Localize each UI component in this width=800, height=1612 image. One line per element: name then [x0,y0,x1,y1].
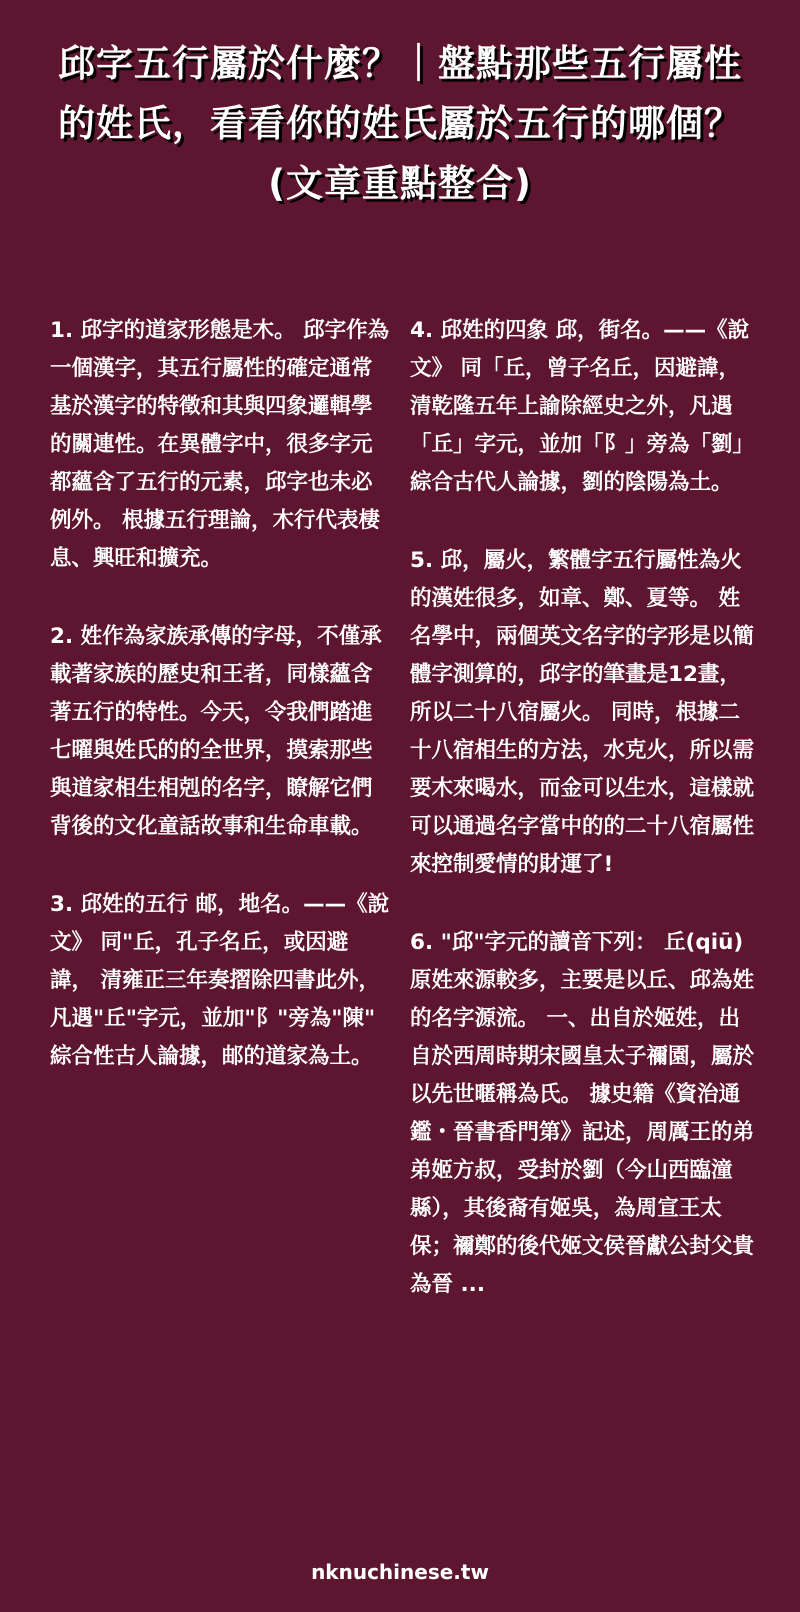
right-column [410,312,754,1344]
page-title: 邱字五行屬於什麼？｜盤點那些五行屬性的姓氏，看看你的姓氏屬於五行的哪個？ (文章重點整合) [58,42,742,205]
paragraph-3: 3. 邱姓的五行 邮，地名。——《說文》 同"丘，孔子名丘，或因避諱， 清雍正三年奏摺除四書此外，凡遇"丘"字元，並加"阝"旁為"陳" 綜合性古人論據，邮的道家為土。 [50,892,390,1069]
left-column [50,312,390,1116]
paragraph-1: 1. 邱字的道家形態是木。 邱字作為一個漢字，其五行屬性的確定通常基於漢字的特徵和其與四象邏輯學的關連性。在異體字中，很多字元都蘊含了五行的元素，邱字也未必例外。 根據五行理論，木行代表棲息、興旺和擴充。 [50,318,390,571]
paragraph-6: 6. "邱"字元的讀音下列： 丘(qiū)原姓來源較多，主要是以丘、邱為姓的名字源流。 一、出自於姬姓，出自於西周時期宋國皇太子禰園，屬於以先世暱稱為氏。 據史籍《資治通鑑・晉書香門第》記述，周厲王的弟弟姬方叔，受封於劉（今山西臨潼縣），其後裔有姬吳，為周宣王太保；禰鄭的後代姬文侯晉獻公封父貴為晉 ... [410,930,755,1297]
paragraph-2: 2. 姓作為家族承傳的字母，不僅承載著家族的歷史和王者，同樣蘊含著五行的特性。今天，令我們踏進七曜與姓氏的的全世界，摸索那些與道家相生相剋的名字，瞭解它們背後的文化童話故事和生命車載。 [50,624,382,839]
paragraph-4: 4. 邱姓的四象 邱，街名。——《說文》 同「丘，曾子名丘，因避諱， 清乾隆五年上諭除經史之外，凡遇「丘」字元，並加「阝」旁為「劉」 綜合古代人論據，劉的陰陽為土。 [410,318,755,495]
paragraph-5: 5. 邱，屬火，繁體字五行屬性為火的漢姓很多，如章、鄭、夏等。 姓名學中，兩個英文名字的字形是以簡體字測算的，邱字的筆畫是12畫，所以二十八宿屬火。 同時，根據二十八宿相生的方法，水克火，所以需要木來喝水，而金可以生水，這樣就可以通過名字當中的的二十八宿屬性來控制愛情的財運了! [410,548,755,877]
site-footer: nknuchinese.tw [311,1560,489,1584]
